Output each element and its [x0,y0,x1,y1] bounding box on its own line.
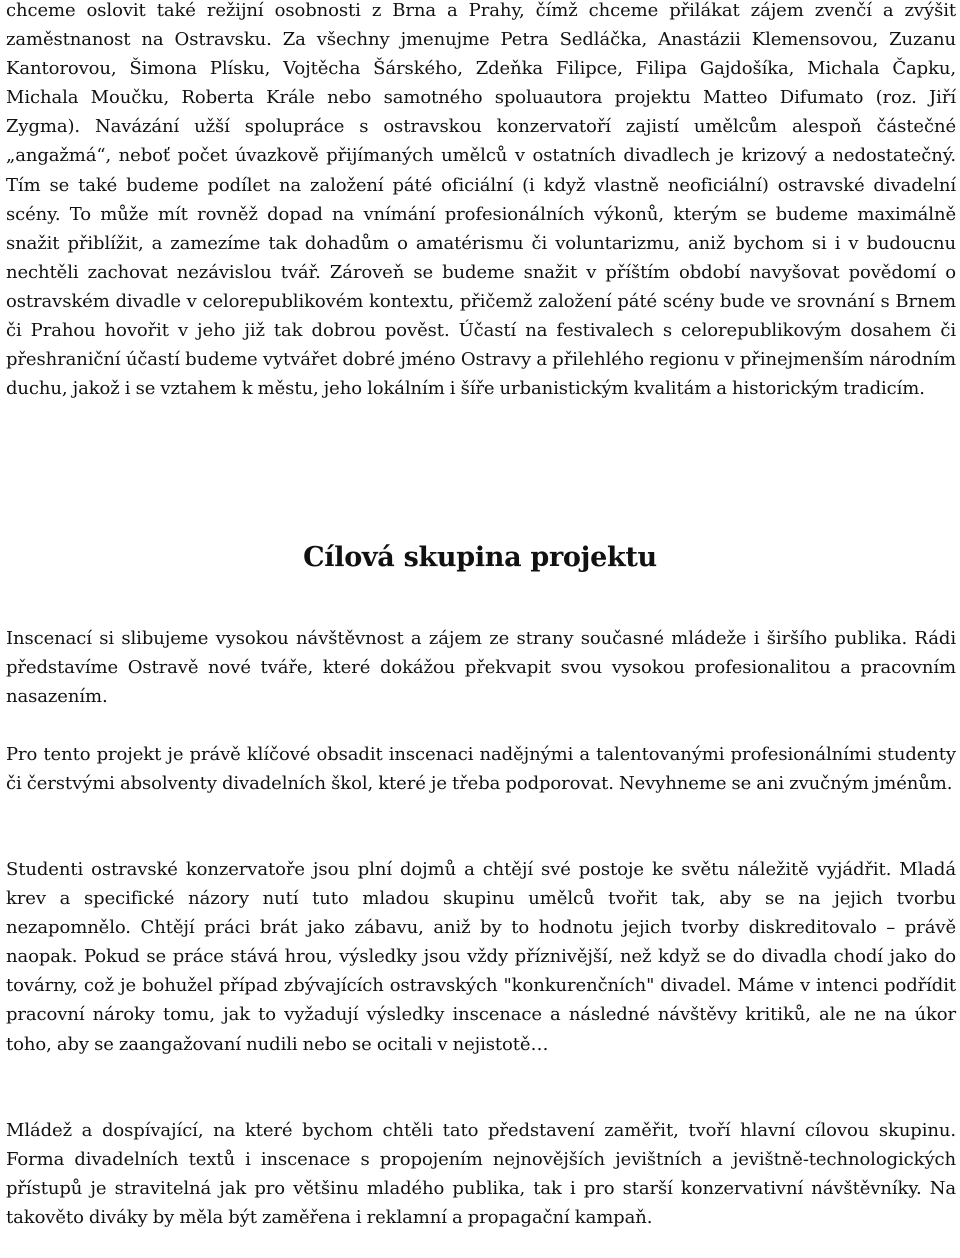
section-heading: Cílová skupina projektu [303,542,657,573]
paragraph-conservatory-students: Studenti ostravské konzervatoře jsou plní dojmů a chtějí své postoje ke světu náležitě vyjádřit. Mladá krev a specifické názory nutí tuto mladou skupinu umělců tvořit tak, aby se na jejich tvorbu nezapomnělo. Chtějí práci brát jako zábavu, aniž by to hodnotu jejich tvorby diskreditovalo – právě naopak. Pokud se práce stává hrou, výsledky jsou vždy příznivější, než když se do divadla chodí jako do továrny, což je bohužel případ zbývajících ostravských "konkurenčních" divadel. Máme v intenci podřídit pracovní nároky tomu, jak to vyžadují výsledky inscenace a následné návštěvy kritiků, ale ne na úkor toho, aby se zaangažovaní nudili nebo se ocitali v nejistotě… [6,859,956,1055]
paragraph-audience-expectations: Inscenací si slibujeme vysokou návštěvnost a zájem ze strany současné mládeže i širšího publika. Rádi představíme Ostravě nové tváře, které dokážou překvapit svou vysokou profesionalitou a pracovním nasazením. [6,628,956,708]
intro-paragraph: chceme oslovit také režijní osobnosti z Brna a Prahy, čímž chceme přilákat zájem zvenčí a zvýšit zaměstnanost na Ostravsku. Za všechny jmenujme Petra Sedláčka, Anastázii Klemensovou, Zuzanu Kantorovou, Šimona Plísku, Vojtěcha Šárského, Zdeňka Filipce, Filipa Gajdošíka, Michala Čapku, Michala Moučku, Roberta Krále nebo samotného spoluautora projektu Matteo Difumato (roz. Jiří Zygma). Navázání užší spolupráce s ostravskou konzervatoří zajistí umělcům alespoň částečné „angažmá“, neboť počet úvazkově přijímaných umělců v ostatních divadlech je krizový a nedostatečný. Tím se také budeme podílet na založení páté oficiální (i když vlastně neoficiální) ostravské divadelní scény. To může mít rovněž dopad na vnímání profesionálních výkonů, kterým se budeme maximálně snažit přiblížit, a zamezíme tak dohadům o amatérismu či voluntarizmu, aniž bychom si i v budoucnu nechtěli zachovat nezávislou tvář. Zároveň se budeme snažit v příštím období navyšovat povědomí o ostravském divadle v celorepublikovém kontextu, přičemž založení páté scény bude ve srovnání s Brnem či Prahou hovořit v jeho již tak dobrou pověst. Účastí na festivalech s celorepublikovým dosahem či přeshraniční účastí budeme vytvářet dobré jméno Ostravy a přilehlého regionu v přinejmenším národním duchu, jakož i se vztahem k městu, jeho lokálním i šíře urbanistickým kvalitám a historickým tradicím. [6,0,956,400]
paragraph-casting: Pro tento projekt je právě klíčové obsadit inscenaci nadějnými a talentovanými profesionálními studenty či čerstvými absolventy divadelních škol, které je třeba podporovat. Nevyhneme se ani zvučným jménům. [6,744,956,795]
paragraph-target-group: Mládež a dospívající, na které bychom chtěli tato představení zaměřit, tvoří hlavní cílovou skupinu. Forma divadelních textů i inscenace s propojením nejnovějších jevištních a jevištně-technologických přístupů je stravitelná jak pro většinu mladého publika, tak i pro starší konzervativní návštěvníky. Na takověto diváky by měla být zaměřena i reklamní a propagační kampaň. [6,1120,956,1229]
